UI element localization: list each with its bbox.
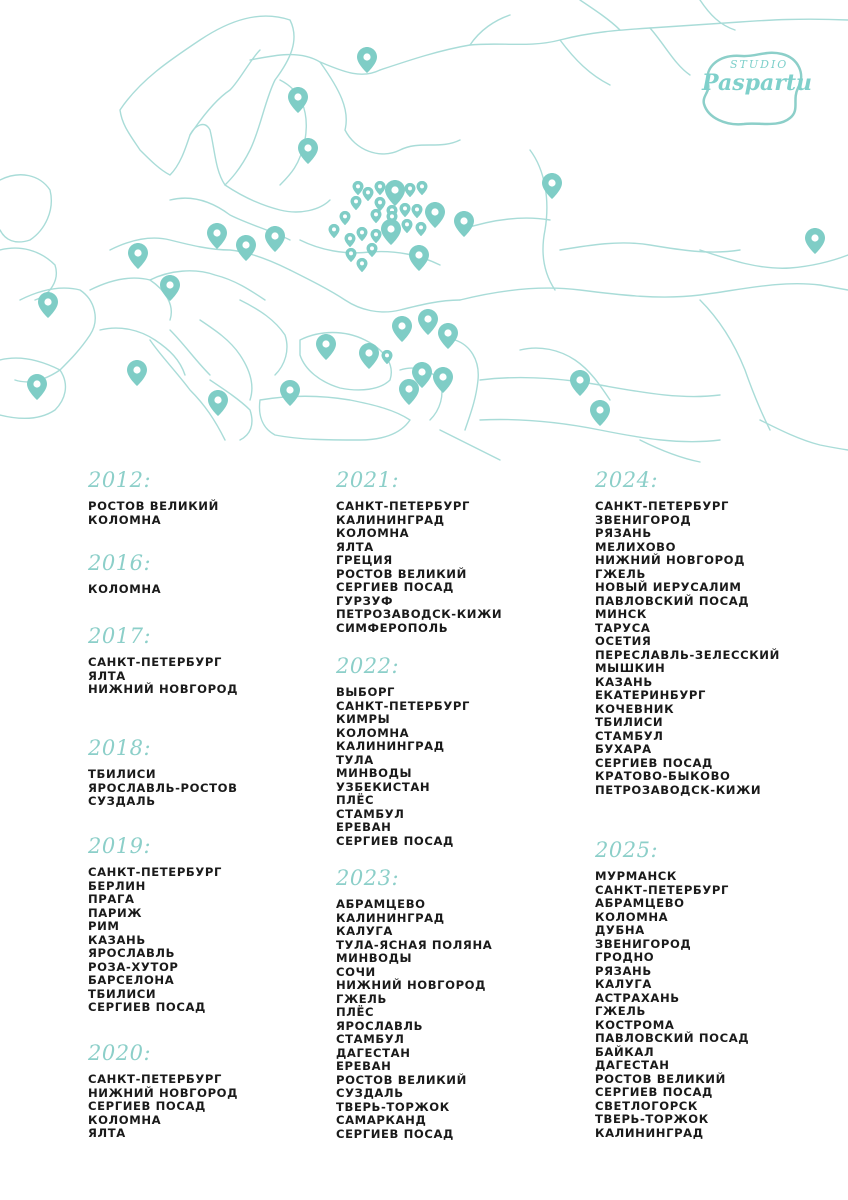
- city-item: БАРСЕЛОНА: [88, 973, 175, 987]
- city-item: НОВЫЙ ИЕРУСАЛИМ: [595, 580, 742, 594]
- city-item: ПЕТРОЗАВОДСК-КИЖИ: [595, 782, 762, 797]
- city-item: ТУЛА: [336, 752, 374, 767]
- map-pin-icon: [346, 248, 357, 262]
- city-item: КИМРЫ: [336, 712, 391, 726]
- year-block-2018: [88, 736, 238, 809]
- map-pin-icon: [433, 367, 453, 393]
- city-item: САНКТ-ПЕТЕРБУРГ: [336, 698, 470, 713]
- map-pin-icon: [438, 323, 458, 349]
- city-item: НИЖНИЙ НОВГОРОД: [88, 682, 239, 696]
- year-heading: 2022:: [336, 654, 400, 678]
- map-pin-icon: [363, 187, 374, 201]
- city-list: [336, 500, 502, 635]
- city-list: [88, 866, 222, 1015]
- city-item: БУХАРА: [595, 742, 652, 756]
- map-pin-icon: [367, 243, 378, 257]
- city-item: АБРАМЦЕВО: [595, 896, 685, 910]
- year-block-2016: [88, 551, 161, 597]
- city-item: САНКТ-ПЕТЕРБУРГ: [336, 499, 470, 513]
- city-item: ПАВЛОВСКИЙ ПОСАД: [595, 1031, 750, 1045]
- map-pin-icon: [400, 203, 411, 217]
- city-item: СВЕТЛОГОРСК: [595, 1098, 698, 1113]
- map-pin-icon: [805, 228, 825, 254]
- city-item: МЕЛИХОВО: [595, 539, 677, 554]
- map-pin-icon: [405, 183, 416, 197]
- city-item: ОСЕТИЯ: [595, 634, 652, 648]
- city-item: ПАВЛОВСКИЙ ПОСАД: [595, 593, 750, 608]
- map-pin-icon: [399, 379, 419, 405]
- year-heading: 2021:: [336, 468, 400, 492]
- city-item: КОЛОМНА: [336, 526, 410, 540]
- city-item: КАЛИНИНГРАД: [595, 1125, 704, 1140]
- map-pin-icon: [418, 309, 438, 335]
- city-item: СЕРГИЕВ ПОСАД: [88, 1000, 206, 1014]
- year-heading: 2025:: [595, 838, 659, 862]
- city-item: АСТРАХАНЬ: [595, 990, 680, 1005]
- city-item: СЕРГИЕВ ПОСАД: [336, 1126, 454, 1141]
- city-item: ГУРЗУФ: [336, 593, 394, 608]
- city-item: ТАРУСА: [595, 620, 651, 635]
- city-item: РОСТОВ ВЕЛИКИЙ: [595, 1071, 726, 1086]
- city-list: [88, 1073, 238, 1141]
- city-item: РЯЗАНЬ: [595, 963, 652, 978]
- city-item: СЕРГИЕВ ПОСАД: [595, 1085, 713, 1099]
- map-pin-icon: [340, 211, 351, 225]
- map-pin-icon: [382, 350, 393, 364]
- city-list: [336, 686, 470, 848]
- city-item: ГРЕЦИЯ: [336, 553, 393, 567]
- city-item: КОЛОМНА: [88, 582, 162, 596]
- city-item: ТБИЛИСИ: [595, 715, 664, 729]
- city-item: ГЖЕЛЬ: [336, 991, 387, 1006]
- city-item: ЯЛТА: [88, 1126, 126, 1140]
- city-item: НИЖНИЙ НОВГОРОД: [595, 553, 746, 567]
- year-block-2019: [88, 834, 222, 1015]
- city-item: ЗВЕНИГОРОД: [595, 936, 692, 951]
- city-item: КОЛОМНА: [595, 909, 669, 924]
- city-list: [88, 656, 238, 697]
- year-block-2024: [595, 468, 780, 797]
- map-pin-icon: [590, 400, 610, 426]
- map-pin-icon: [236, 235, 256, 261]
- city-list: [88, 768, 238, 809]
- city-item: СЕРГИЕВ ПОСАД: [595, 755, 713, 770]
- year-heading: 2017:: [88, 624, 152, 648]
- city-item: СТАМБУЛ: [336, 1032, 405, 1046]
- city-item: САНКТ-ПЕТЕРБУРГ: [88, 865, 222, 879]
- city-item: БАЙКАЛ: [595, 1044, 655, 1059]
- map-pin-icon: [357, 227, 368, 241]
- city-item: ЗВЕНИГОРОД: [595, 512, 692, 527]
- city-item: ТБИЛИСИ: [88, 986, 157, 1001]
- map-pin-icon: [425, 202, 445, 228]
- city-item: НИЖНИЙ НОВГОРОД: [336, 978, 487, 992]
- city-item: СТАМБУЛ: [595, 728, 664, 743]
- map-pin-icon: [402, 219, 413, 233]
- map-pin-icon: [409, 245, 429, 271]
- map-pin-icon: [416, 222, 427, 236]
- map-pin-icon: [375, 181, 386, 195]
- city-item: ПЕТРОЗАВОДСК-КИЖИ: [336, 607, 503, 621]
- city-item: КАЛУГА: [595, 977, 652, 991]
- year-block-2020: [88, 1041, 238, 1141]
- map-pin-icon: [316, 334, 336, 360]
- city-item: ЕРЕВАН: [336, 820, 392, 834]
- map-pin-icon: [280, 380, 300, 406]
- map-pin-icon: [371, 229, 382, 243]
- city-item: СУЗДАЛЬ: [88, 794, 156, 808]
- year-block-2025: [595, 838, 749, 1140]
- city-item: МИНСК: [595, 607, 647, 621]
- map-pin-icon: [359, 343, 379, 369]
- city-item: ГЖЕЛЬ: [595, 566, 646, 581]
- logo-line-1: STUDIO: [730, 58, 789, 71]
- city-list: [595, 500, 780, 797]
- city-item: ТВЕРЬ-ТОРЖОК: [595, 1112, 709, 1126]
- city-item: РОЗА-ХУТОР: [88, 959, 179, 974]
- city-item: КОЛОМНА: [88, 512, 162, 527]
- city-item: ГРОДНО: [595, 950, 655, 964]
- year-block-2023: [336, 866, 492, 1141]
- year-heading: 2012:: [88, 468, 152, 492]
- city-item: КОЛОМНА: [88, 1112, 162, 1127]
- year-heading: 2019:: [88, 834, 152, 858]
- city-item: КАЗАНЬ: [595, 674, 653, 689]
- map-pin-icon: [160, 275, 180, 301]
- map-pin-icon: [207, 223, 227, 249]
- city-item: МУРМАНСК: [595, 869, 677, 883]
- city-item: ПЛЁС: [336, 793, 375, 807]
- city-item: ТБИЛИСИ: [88, 767, 157, 781]
- city-item: ДАГЕСТАН: [595, 1058, 670, 1072]
- city-item: САНКТ-ПЕТЕРБУРГ: [595, 882, 729, 897]
- city-list: [88, 583, 161, 597]
- city-item: ВЫБОРГ: [336, 685, 396, 699]
- city-list: [595, 870, 749, 1140]
- city-item: ЕРЕВАН: [336, 1059, 392, 1073]
- map-pin-icon: [288, 87, 308, 113]
- year-block-2021: [336, 468, 502, 635]
- map-pin-icon: [412, 204, 423, 218]
- city-item: КОЛОМНА: [336, 725, 410, 740]
- map-pin-icon: [345, 233, 356, 247]
- year-block-2022: [336, 654, 470, 848]
- map-pin-icon: [371, 209, 382, 223]
- city-list: [336, 898, 492, 1141]
- city-item: ЕКАТЕРИНБУРГ: [595, 688, 706, 702]
- city-item: ТУЛА-ЯСНАЯ ПОЛЯНА: [336, 937, 493, 952]
- city-item: РОСТОВ ВЕЛИКИЙ: [88, 499, 219, 513]
- city-item: КАЛИНИНГРАД: [336, 910, 445, 925]
- city-item: ЯЛТА: [88, 668, 126, 683]
- city-list: [88, 500, 219, 527]
- city-item: МЫШКИН: [595, 661, 666, 675]
- studio-paspartu-logo: [694, 44, 812, 126]
- city-item: РЯЗАНЬ: [595, 526, 652, 540]
- city-item: АБРАМЦЕВО: [336, 897, 426, 911]
- year-heading: 2018:: [88, 736, 152, 760]
- map-pin-icon: [265, 226, 285, 252]
- city-item: ЯРОСЛАВЛЬ-РОСТОВ: [88, 780, 238, 795]
- city-item: РИМ: [88, 919, 120, 933]
- logo-line-2: Paspartu: [702, 70, 812, 96]
- map-pin-icon: [417, 181, 428, 195]
- city-item: ЯРОСЛАВЛЬ: [88, 946, 176, 960]
- city-item: СЕРГИЕВ ПОСАД: [336, 580, 454, 594]
- city-item: СОЧИ: [336, 964, 376, 979]
- city-item: МИНВОДЫ: [336, 951, 413, 965]
- city-item: СЕРГИЕВ ПОСАД: [88, 1099, 206, 1113]
- year-heading: 2024:: [595, 468, 659, 492]
- city-item: РОСТОВ ВЕЛИКИЙ: [336, 1072, 467, 1087]
- city-item: КАЛУГА: [336, 924, 393, 938]
- map-pin-icon: [570, 370, 590, 396]
- city-item: БЕРЛИН: [88, 878, 146, 893]
- city-item: ДУБНА: [595, 923, 645, 937]
- city-item: ПЕРЕСЛАВЛЬ-ЗЕЛЕССКИЙ: [595, 647, 780, 662]
- year-heading: 2023:: [336, 866, 400, 890]
- map-pin-icon: [385, 180, 405, 206]
- city-item: СУЗДАЛЬ: [336, 1086, 404, 1100]
- map-pin-icon: [127, 360, 147, 386]
- city-item: ПРАГА: [88, 892, 135, 906]
- city-item: ТВЕРЬ-ТОРЖОК: [336, 1099, 450, 1114]
- map-pin-icon: [353, 181, 364, 195]
- map-pin-icon: [357, 47, 377, 73]
- city-item: ГЖЕЛЬ: [595, 1004, 646, 1018]
- city-item: СЕРГИЕВ ПОСАД: [336, 833, 454, 848]
- city-item: ДАГЕСТАН: [336, 1045, 411, 1060]
- city-item: САНКТ-ПЕТЕРБУРГ: [88, 1072, 222, 1086]
- map-pin-icon: [351, 196, 362, 210]
- city-item: КОСТРОМА: [595, 1017, 675, 1032]
- city-item: ПЛЁС: [336, 1005, 375, 1019]
- year-block-2012: [88, 468, 219, 527]
- year-heading: 2020:: [88, 1041, 152, 1065]
- map-pin-icon: [357, 258, 368, 272]
- city-item: НИЖНИЙ НОВГОРОД: [88, 1085, 239, 1100]
- map-pin-icon: [128, 243, 148, 269]
- map-pin-icon: [329, 224, 340, 238]
- city-item: МИНВОДЫ: [336, 766, 413, 780]
- city-item: УЗБЕКИСТАН: [336, 779, 431, 794]
- city-item: САНКТ-ПЕТЕРБУРГ: [595, 499, 729, 513]
- city-item: КОЧЕВНИК: [595, 701, 675, 716]
- city-item: САМАРКАНД: [336, 1113, 427, 1127]
- year-block-2017: [88, 624, 238, 697]
- map-pin-icon: [454, 211, 474, 237]
- map-pin-icon: [38, 292, 58, 318]
- city-item: СИМФЕРОПОЛЬ: [336, 620, 449, 635]
- city-item: РОСТОВ ВЕЛИКИЙ: [336, 566, 467, 581]
- city-item: КРАТОВО-БЫКОВО: [595, 769, 731, 783]
- map-pin-icon: [208, 390, 228, 416]
- city-item: СТАМБУЛ: [336, 806, 405, 821]
- city-item: САНКТ-ПЕТЕРБУРГ: [88, 655, 222, 669]
- map-pin-icon: [392, 316, 412, 342]
- map-pin-icon: [542, 173, 562, 199]
- city-item: ЯЛТА: [336, 539, 374, 554]
- city-item: ЯРОСЛАВЛЬ: [336, 1018, 424, 1033]
- city-item: КАЛИНИНГРАД: [336, 739, 445, 753]
- map-pin-icon: [27, 374, 47, 400]
- year-heading: 2016:: [88, 551, 152, 575]
- city-item: ПАРИЖ: [88, 905, 143, 920]
- map-pin-icon: [298, 138, 318, 164]
- city-item: КАЗАНЬ: [88, 932, 146, 947]
- city-item: КАЛИНИНГРАД: [336, 512, 445, 527]
